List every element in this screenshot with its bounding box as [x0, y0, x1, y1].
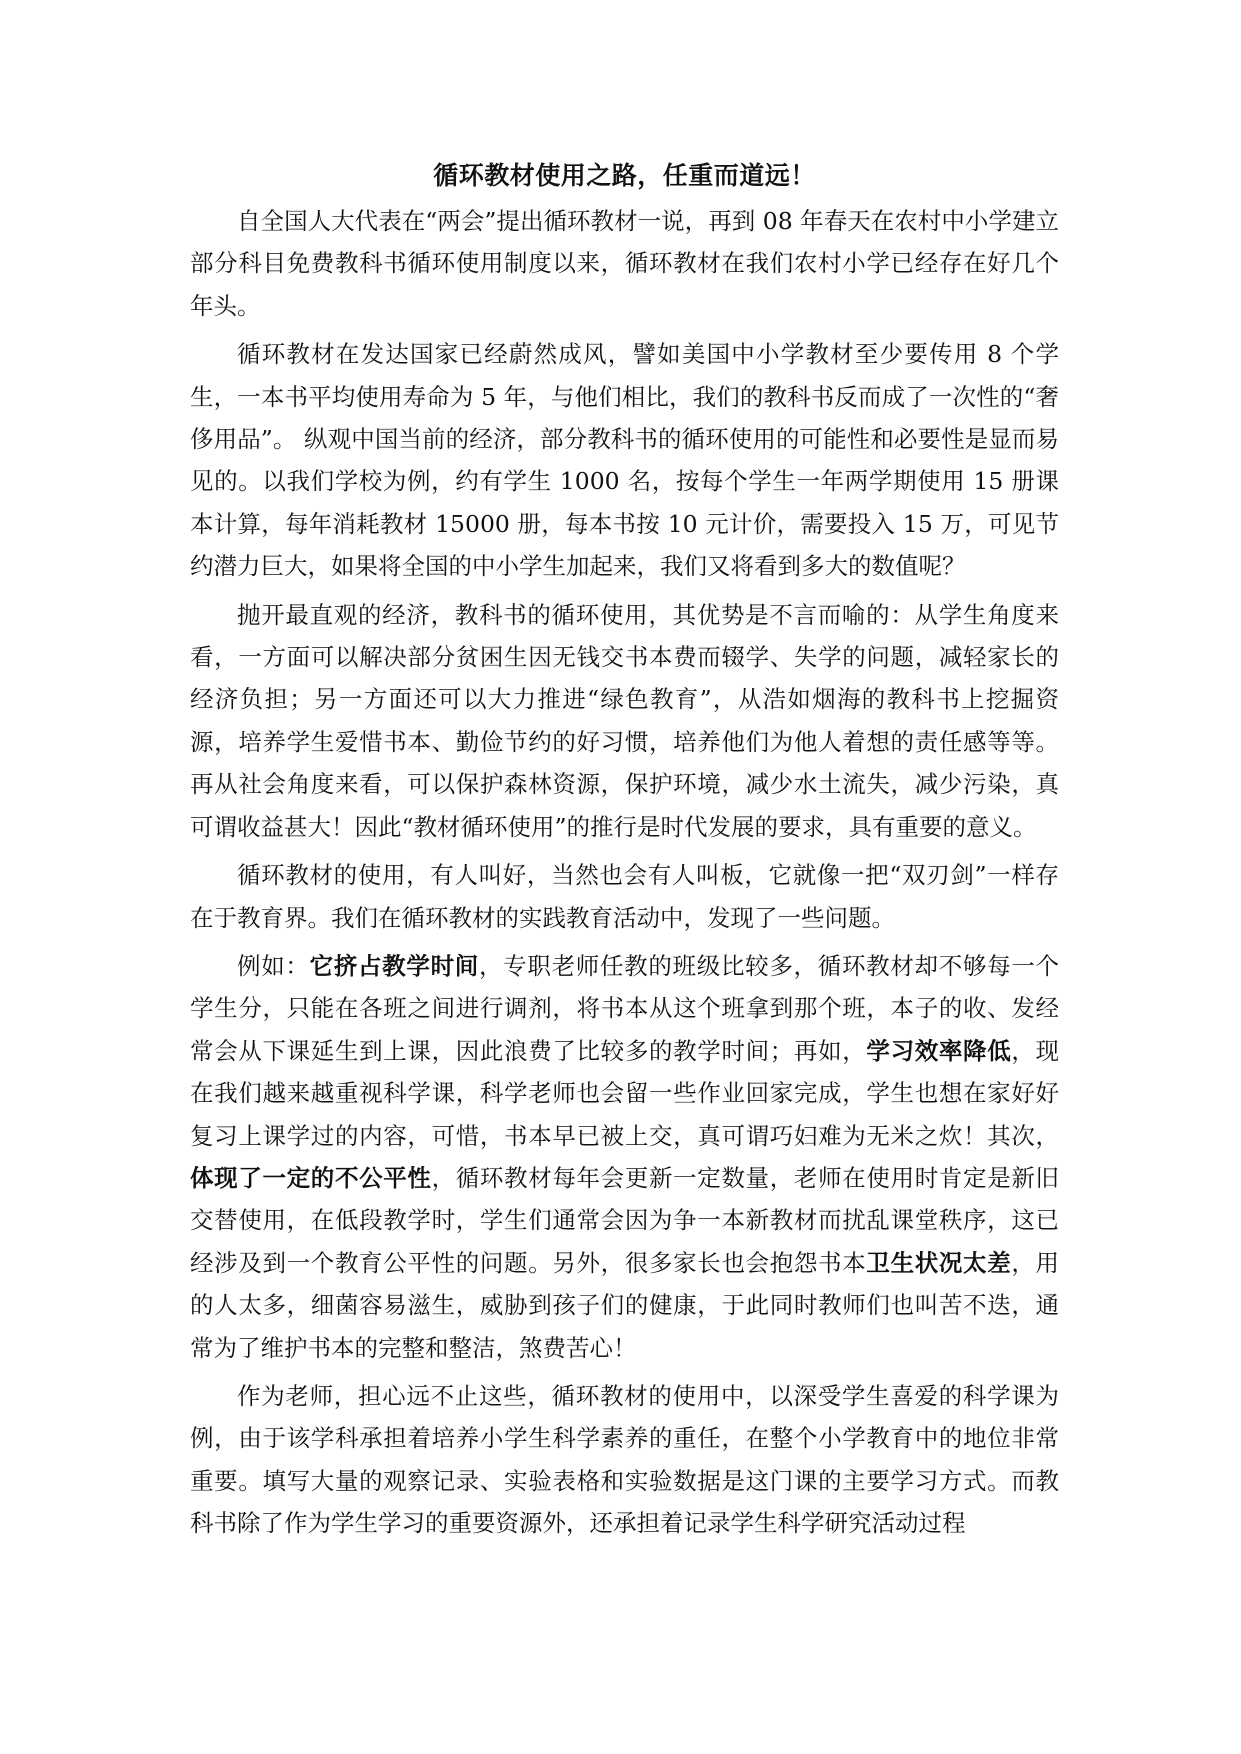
- paragraph-1: 自全国人大代表在“两会”提出循环教材一说，再到 08 年春天在农村中小学建立部分科目免费教科书循环使用制度以来，循环教材在我们农村小学已经存在好几个年头。: [190, 207, 1059, 320]
- paragraph-5-text-1: 例如：: [237, 951, 310, 980]
- bold-phrase-time: 它挤占教学时间: [309, 951, 479, 980]
- paragraph-2: 循环教材在发达国家已经蔚然成风，譬如美国中小学教材至少要传用 8 个学生，一本书平均使用寿命为 5 年，与他们相比，我们的教科书反而成了一次性的“奢侈用品”。 纵观中国当前的经济，部分教科书的循环使用的可能性和必要性是显而易见的。以我们学校为例，约有学生 1000 名，按每个学生一年两学期使用 15 册课本计算，每年消耗教材 15000 册，每本书按 10 元计价，需要投入 15 万，可见节约潜力巨大，如果将全国的中小学生加起来，我们又将看到多大的数值呢？: [190, 340, 1059, 581]
- document-title: 循环教材使用之路，任重而道远！: [433, 161, 816, 190]
- paragraph-5: [190, 945, 1059, 1369]
- paragraph-4: 循环教材的使用，有人叫好，当然也会有人叫板，它就像一把“双刃剑”一样存在于教育界。我们在循环教材的实践教育活动中，发现了一些问题。: [190, 861, 1059, 932]
- paragraph-5-text-3: ，现在我们越来越重视科学课，科学老师也会留一些作业回家完成，学生也想在家好好复习上课学过的内容，可惜，书本早已被上交，真可谓巧妇难为无米之炊！其次，: [190, 1036, 1060, 1150]
- paragraph-5-text-2: ，专职老师任教的班级比较多，循环教材却不够每一个学生分，只能在各班之间进行调剂，将书本从这个班拿到那个班，本子的收、发经常会从下课延生到上课，因此浪费了比较多的教学时间；再如，: [190, 951, 1060, 1065]
- bold-phrase-hygiene: 卫生状况太差: [866, 1248, 1012, 1277]
- paragraph-5-text-5: ，用的人太多，细菌容易滋生，威胁到孩子们的健康，于此同时教师们也叫苦不迭，通常为了维护书本的完整和整洁，煞费苦心！: [190, 1248, 1060, 1362]
- bold-phrase-efficiency: 学习效率降低: [866, 1036, 1012, 1065]
- bold-phrase-fairness: 体现了一定的不公平性: [190, 1163, 432, 1192]
- document-page: [190, 158, 1059, 1551]
- paragraph-6: 作为老师，担心远不止这些，循环教材的使用中，以深受学生喜爱的科学课为例，由于该学科承担着培养小学生科学素养的重任，在整个小学教育中的地位非常重要。填写大量的观察记录、实验表格和实验数据是这门课的主要学习方式。而教科书除了作为学生学习的重要资源外，还承担着记录学生科学研究活动过程: [190, 1381, 1059, 1538]
- paragraph-5-text-4: ，循环教材每年会更新一定数量，老师在使用时肯定是新旧交替使用，在低段教学时，学生们通常会因为争一本新教材而扰乱课堂秩序，这已经涉及到一个教育公平性的问题。另外，很多家长也会抱怨书本: [190, 1163, 1060, 1277]
- paragraph-3: 抛开最直观的经济，教科书的循环使用，其优势是不言而喻的：从学生角度来看，一方面可以解决部分贫困生因无钱交书本费而辍学、失学的问题，减轻家长的经济负担；另一方面还可以大力推进“绿色教育”，从浩如烟海的教科书上挖掘资源，培养学生爱惜书本、勤俭节约的好习惯，培养他们为他人着想的责任感等等。再从社会角度来看，可以保护森林资源，保护环境，减少水土流失，减少污染，真可谓收益甚大！因此“教材循环使用”的推行是时代发展的要求，具有重要的意义。: [190, 600, 1059, 841]
